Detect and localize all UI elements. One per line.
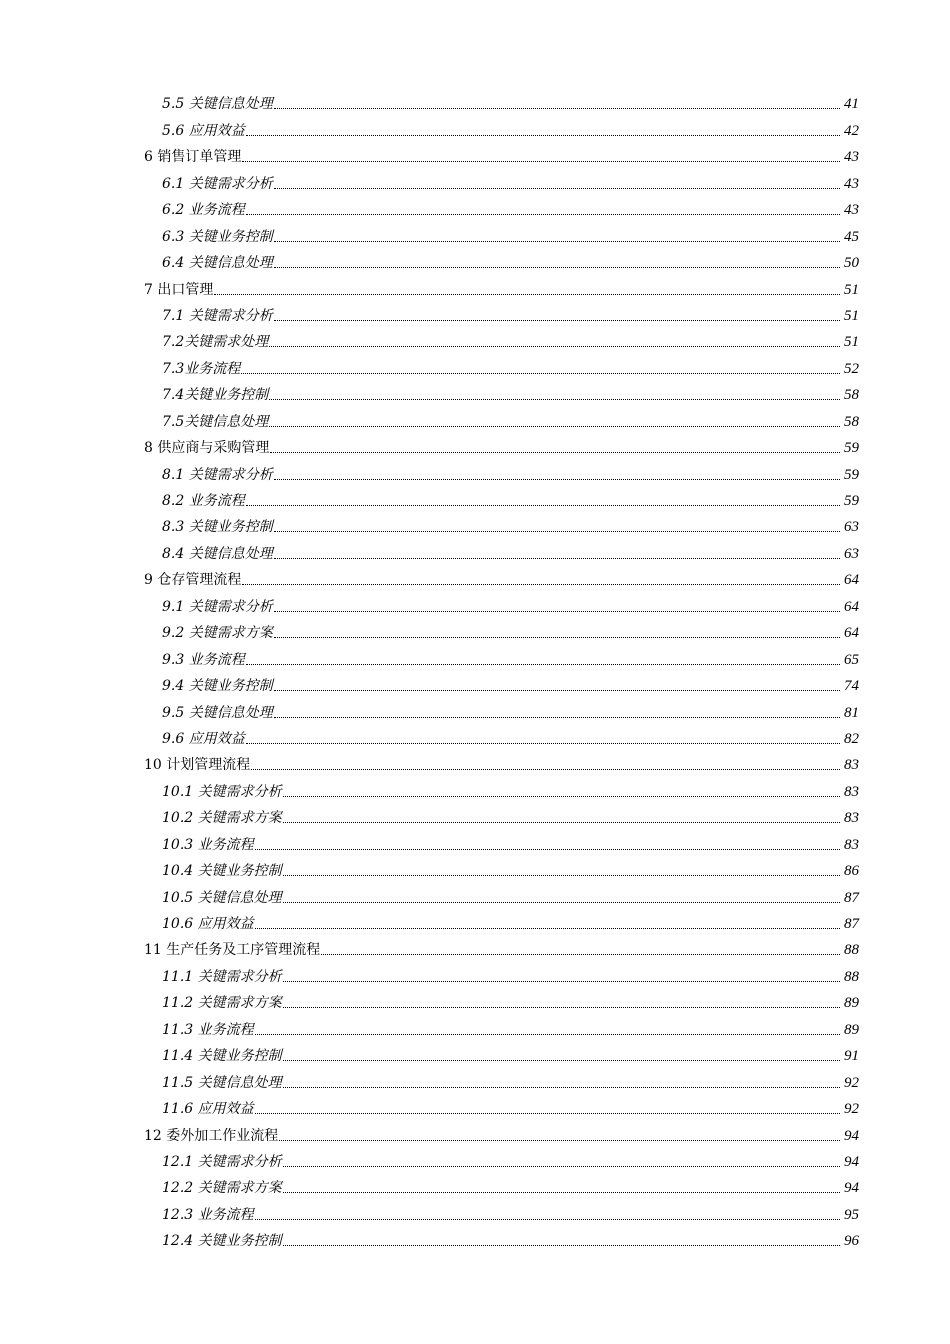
toc-entry-page-number: 63 — [844, 519, 859, 536]
toc-entry-page-number: 59 — [844, 493, 859, 509]
toc-dot-leader — [321, 954, 840, 955]
toc-entry[interactable] — [0, 461, 950, 487]
toc-entry[interactable] — [0, 1175, 950, 1201]
toc-entry-page-number: 91 — [844, 1048, 859, 1065]
toc-dot-leader — [274, 690, 840, 691]
toc-entry-page-number: 86 — [844, 863, 859, 880]
toc-entry[interactable] — [0, 699, 950, 725]
toc-entry-page-number: 43 — [844, 149, 859, 166]
toc-entry-page-number: 87 — [844, 889, 859, 906]
toc-entry-page-number: 83 — [844, 836, 859, 853]
toc-dot-leader — [214, 294, 840, 295]
toc-entry[interactable] — [0, 567, 950, 593]
toc-entry-title: 8.1 关键需求分析 — [162, 466, 273, 483]
toc-entry-page-number: 64 — [844, 598, 859, 615]
toc-entry-title: 5.6 应用效益 — [162, 122, 245, 139]
toc-entry-title: 11 生产任务及工序管理流程 — [144, 942, 321, 959]
toc-entry[interactable] — [0, 990, 950, 1016]
toc-dot-leader — [246, 135, 840, 136]
toc-dot-leader — [274, 558, 840, 559]
toc-dot-leader — [283, 1087, 840, 1088]
toc-dot-leader — [283, 1245, 840, 1246]
toc-entry-title: 6.3 关键业务控制 — [162, 228, 273, 245]
toc-entry[interactable] — [0, 1016, 950, 1042]
toc-entry-page-number: 81 — [844, 704, 859, 721]
toc-entry[interactable] — [0, 382, 950, 408]
toc-dot-leader — [283, 1007, 840, 1008]
toc-entry-title: 8.4 关键信息处理 — [162, 545, 273, 562]
toc-entry-page-number: 92 — [844, 1101, 859, 1118]
toc-entry-page-number: 51 — [844, 307, 859, 324]
toc-entry-page-number: 59 — [844, 466, 859, 483]
toc-dot-leader — [279, 1140, 840, 1141]
toc-dot-leader — [255, 1034, 840, 1035]
toc-dot-leader — [283, 875, 840, 876]
toc-dot-leader — [274, 108, 840, 109]
toc-entry[interactable] — [0, 250, 950, 276]
toc-entry[interactable] — [0, 276, 950, 302]
toc-entry-page-number: 42 — [844, 122, 859, 139]
toc-dot-leader — [269, 426, 840, 427]
toc-entry-page-number: 94 — [844, 1153, 859, 1170]
toc-entry[interactable] — [0, 117, 950, 143]
toc-entry-page-number: 92 — [844, 1074, 859, 1091]
toc-dot-leader — [283, 981, 840, 982]
toc-entry-page-number: 63 — [844, 545, 859, 562]
toc-dot-leader — [241, 373, 840, 374]
toc-entry-title: 7.1 关键需求分析 — [162, 307, 273, 324]
toc-dot-leader — [255, 928, 840, 929]
toc-entry-title: 12.1 关键需求分析 — [162, 1153, 282, 1170]
toc-entry-title: 11.5 关键信息处理 — [162, 1074, 282, 1091]
toc-entry-title: 11.1 关键需求分析 — [162, 968, 282, 985]
toc-entry[interactable] — [0, 514, 950, 540]
toc-entry-page-number: 43 — [844, 202, 859, 219]
toc-entry-page-number: 52 — [844, 360, 859, 377]
toc-entry-title: 11.6 应用效益 — [162, 1101, 254, 1118]
toc-entry-title: 11.2 关键需求方案 — [162, 995, 282, 1012]
toc-entry-page-number: 83 — [844, 810, 859, 827]
toc-dot-leader — [274, 479, 840, 480]
toc-entry-title: 8.3 关键业务控制 — [162, 519, 273, 536]
toc-dot-leader — [283, 902, 840, 903]
toc-entry-page-number: 94 — [844, 1180, 859, 1197]
toc-entry[interactable] — [0, 911, 950, 937]
toc-entry-page-number: 50 — [844, 255, 859, 272]
toc-entry-page-number: 43 — [844, 175, 859, 192]
toc-entry-page-number: 59 — [844, 440, 859, 457]
toc-entry-page-number: 51 — [844, 334, 859, 351]
toc-entry-title: 7.3业务流程 — [162, 360, 241, 377]
toc-dot-leader — [255, 1219, 840, 1220]
toc-entry-title: 9 仓存管理流程 — [144, 572, 242, 589]
toc-entry[interactable] — [0, 540, 950, 566]
toc-dot-leader — [274, 267, 840, 268]
toc-entry-title: 9.4 关键业务控制 — [162, 678, 273, 695]
toc-entry-page-number: 88 — [844, 942, 859, 959]
toc-entry[interactable] — [0, 963, 950, 989]
toc-dot-leader — [274, 717, 840, 718]
toc-dot-leader — [270, 452, 840, 453]
toc-entry[interactable] — [0, 937, 950, 963]
toc-entry[interactable] — [0, 673, 950, 699]
toc-entry[interactable] — [0, 1122, 950, 1148]
table-of-contents — [0, 91, 950, 1254]
toc-dot-leader — [255, 849, 840, 850]
toc-entry-page-number: 83 — [844, 783, 859, 800]
toc-entry[interactable] — [0, 435, 950, 461]
toc-dot-leader — [246, 214, 840, 215]
toc-entry-title: 7.4关键业务控制 — [162, 387, 269, 404]
toc-entry-title: 12 委外加工作业流程 — [144, 1127, 279, 1144]
toc-entry[interactable] — [0, 752, 950, 778]
toc-entry[interactable] — [0, 884, 950, 910]
toc-entry-title: 10.5 关键信息处理 — [162, 889, 282, 906]
toc-entry-page-number: 51 — [844, 281, 859, 298]
toc-entry-title: 11.3 业务流程 — [162, 1021, 254, 1038]
toc-entry[interactable] — [0, 1228, 950, 1254]
toc-entry-page-number: 95 — [844, 1206, 859, 1223]
toc-entry[interactable] — [0, 620, 950, 646]
toc-entry[interactable] — [0, 778, 950, 804]
toc-entry[interactable] — [0, 1096, 950, 1122]
toc-dot-leader — [283, 796, 840, 797]
toc-dot-leader — [242, 161, 840, 162]
toc-entry-page-number: 64 — [844, 572, 859, 589]
toc-entry-title: 5.5 关键信息处理 — [162, 96, 273, 113]
toc-entry-title: 9.3 业务流程 — [162, 651, 245, 668]
toc-entry[interactable] — [0, 1043, 950, 1069]
toc-entry-title: 10.2 关键需求方案 — [162, 810, 282, 827]
toc-entry-page-number: 82 — [844, 730, 859, 747]
toc-entry-page-number: 87 — [844, 916, 859, 932]
toc-entry-page-number: 74 — [844, 678, 859, 695]
toc-entry-page-number: 45 — [844, 228, 859, 245]
toc-dot-leader — [246, 664, 840, 665]
toc-entry-title: 7.2关键需求处理 — [162, 334, 269, 351]
toc-entry-title: 12.3 业务流程 — [162, 1206, 254, 1223]
toc-entry[interactable] — [0, 303, 950, 329]
toc-dot-leader — [269, 346, 840, 347]
toc-dot-leader — [283, 1060, 840, 1061]
toc-entry-page-number: 88 — [844, 968, 859, 985]
toc-entry-title: 6.4 关键信息处理 — [162, 255, 273, 272]
toc-dot-leader — [283, 1192, 840, 1193]
toc-entry-page-number: 58 — [844, 413, 859, 430]
toc-entry-title: 6 销售订单管理 — [144, 149, 242, 166]
toc-entry[interactable] — [0, 1201, 950, 1227]
toc-dot-leader — [251, 769, 840, 770]
toc-entry[interactable] — [0, 223, 950, 249]
toc-entry[interactable] — [0, 1149, 950, 1175]
toc-entry-title: 7 出口管理 — [144, 281, 214, 298]
toc-entry[interactable] — [0, 831, 950, 857]
toc-entry[interactable] — [0, 329, 950, 355]
toc-dot-leader — [274, 637, 840, 638]
toc-entry[interactable] — [0, 646, 950, 672]
toc-entry-page-number: 83 — [844, 757, 859, 774]
toc-dot-leader — [274, 188, 840, 189]
toc-dot-leader — [283, 1166, 840, 1167]
toc-entry-title: 10.6 应用效益 — [162, 916, 254, 932]
toc-entry-page-number: 41 — [844, 96, 859, 113]
toc-entry-title: 6.2 业务流程 — [162, 202, 245, 219]
toc-entry-page-number: 58 — [844, 387, 859, 404]
toc-entry-title: 9.2 关键需求方案 — [162, 625, 273, 642]
toc-entry-title: 10.1 关键需求分析 — [162, 783, 282, 800]
toc-dot-leader — [246, 743, 840, 744]
toc-entry-title: 8.2 业务流程 — [162, 493, 245, 509]
toc-entry[interactable] — [0, 170, 950, 196]
toc-dot-leader — [242, 584, 840, 585]
toc-entry[interactable] — [0, 488, 950, 514]
toc-entry[interactable] — [0, 91, 950, 117]
toc-dot-leader — [255, 1113, 840, 1114]
toc-entry-title: 9.5 关键信息处理 — [162, 704, 273, 721]
toc-dot-leader — [246, 505, 840, 506]
toc-entry-title: 10.4 关键业务控制 — [162, 863, 282, 880]
toc-dot-leader — [269, 399, 840, 400]
toc-dot-leader — [274, 241, 840, 242]
toc-dot-leader — [274, 531, 840, 532]
toc-entry-title: 10.3 业务流程 — [162, 836, 254, 853]
toc-entry-title: 10 计划管理流程 — [144, 757, 251, 774]
toc-entry-title: 11.4 关键业务控制 — [162, 1048, 282, 1065]
toc-entry[interactable] — [0, 144, 950, 170]
toc-entry-title: 9.1 关键需求分析 — [162, 598, 273, 615]
toc-dot-leader — [283, 822, 840, 823]
toc-entry-page-number: 94 — [844, 1127, 859, 1144]
toc-entry-title: 6.1 关键需求分析 — [162, 175, 273, 192]
toc-entry-title: 7.5关键信息处理 — [162, 413, 269, 430]
toc-dot-leader — [274, 320, 840, 321]
toc-entry-page-number: 89 — [844, 995, 859, 1012]
toc-dot-leader — [274, 611, 840, 612]
toc-entry[interactable] — [0, 593, 950, 619]
toc-entry[interactable] — [0, 197, 950, 223]
toc-entry[interactable] — [0, 408, 950, 434]
toc-entry-title: 12.4 关键业务控制 — [162, 1233, 282, 1250]
toc-entry[interactable] — [0, 355, 950, 381]
toc-entry-page-number: 89 — [844, 1021, 859, 1038]
toc-entry-title: 8 供应商与采购管理 — [144, 440, 270, 457]
toc-entry[interactable] — [0, 1069, 950, 1095]
toc-entry-title: 12.2 关键需求方案 — [162, 1180, 282, 1197]
toc-entry-page-number: 64 — [844, 625, 859, 642]
toc-entry[interactable] — [0, 805, 950, 831]
toc-entry-page-number: 96 — [844, 1233, 859, 1250]
toc-entry-title: 9.6 应用效益 — [162, 730, 245, 747]
toc-entry[interactable] — [0, 726, 950, 752]
toc-entry-page-number: 65 — [844, 651, 859, 668]
toc-entry[interactable] — [0, 858, 950, 884]
